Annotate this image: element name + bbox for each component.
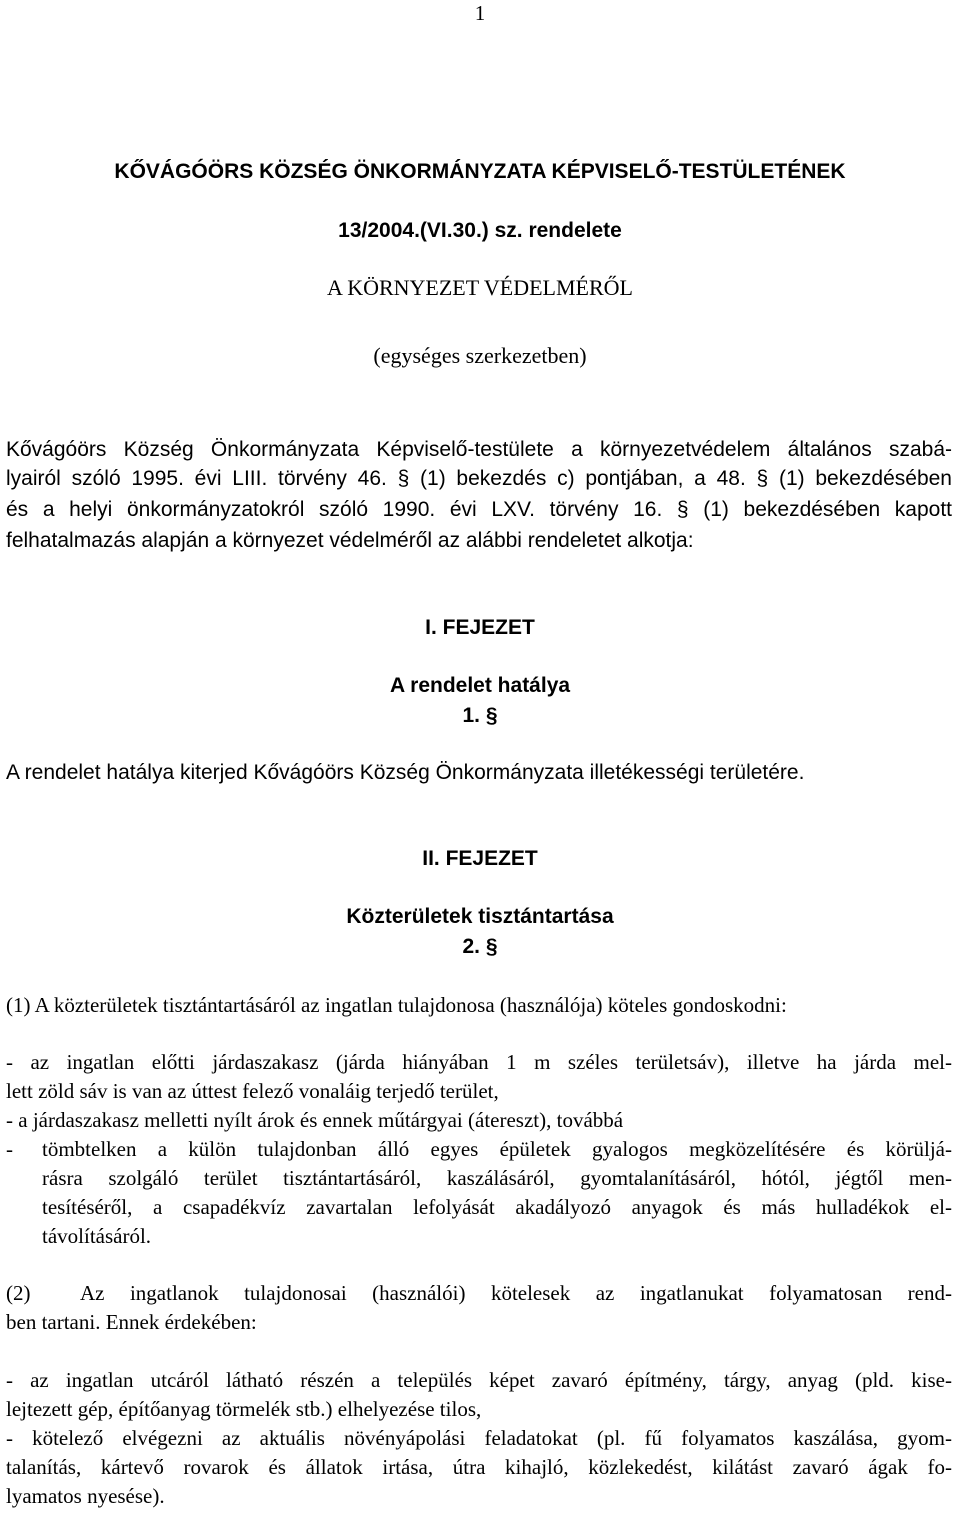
list-item: távolításáról. [42, 1224, 152, 1248]
paragraph-2-number: (2) [6, 1281, 31, 1305]
document-title: KŐVÁGÓÖRS KÖZSÉG ÖNKORMÁNYZATA KÉPVISELŐ-TESTÜLETÉNEK [114, 160, 846, 183]
preamble-line: Kővágóörs Község Önkormányzata Képviselő-testülete a környezetvédelem általános szabá- [6, 438, 952, 461]
list-item: rásra szolgáló terület tisztántartásáról, kaszálásáról, gyomtalanításáról, hótól, jégtől men- [42, 1166, 952, 1190]
page-number: 1 [474, 1, 486, 25]
preamble-line: lyairól szóló 1995. évi LIII. törvény 46. § (1) bekezdés c) pontjában, a 48. § (1) bekezdésében [6, 467, 952, 490]
section-1-number: 1. § [462, 704, 498, 727]
list-item: - kötelező elvégezni az aktuális növényápolási feladatokat (pl. fű folyamatos kaszálása, gyom- [6, 1426, 952, 1450]
paragraph-2-line: ben tartani. Ennek érdekében: [6, 1310, 257, 1334]
chapter-2-heading: II. FEJEZET [422, 847, 538, 870]
list-item: lett zöld sáv is van az úttest felező vonaláig terjedő terület, [6, 1079, 499, 1103]
list-dash: - [6, 1137, 13, 1161]
chapter-1-heading: I. FEJEZET [425, 616, 535, 639]
list-item: - az ingatlan előtti járdaszakasz (járda hiányában 1 m széles területsáv), illetve ha járda mel- [6, 1050, 952, 1074]
list-item: - az ingatlan utcáról látható részén a település képet zavaró építmény, tárgy, anyag (pld. kise- [6, 1368, 952, 1392]
preamble-line: és a helyi önkormányzatokról szóló 1990. évi LXV. törvény 16. § (1) bekezdésében kapott [6, 498, 952, 521]
list-item: tesítéséről, a csapadékvíz zavartalan lefolyását akadályozó anyagok és más hulladékok el- [42, 1195, 952, 1219]
list-item: lyamatos nyesése). [6, 1484, 165, 1508]
list-item: - a járdaszakasz melletti nyílt árok és ennek műtárgyai (átereszt), továbbá [6, 1108, 624, 1132]
preamble-line: felhatalmazás alapján a környezet védelméről az alábbi rendeletet alkotja: [6, 529, 694, 552]
paragraph-2-line: Az ingatlanok tulajdonosai (használói) kötelesek az ingatlanukat folyamatosan rend- [80, 1281, 952, 1305]
list-item: tömbtelken a külön tulajdonban álló egyes épületek gyalogos megközelítésére és körüljá- [42, 1137, 952, 1161]
section-1-text: A rendelet hatálya kiterjed Kővágóörs Község Önkormányzata illetékességi területére. [6, 761, 805, 784]
consolidated-note: (egységes szerkezetben) [373, 343, 587, 368]
section-2-number: 2. § [462, 935, 498, 958]
paragraph-1-intro: (1) A közterületek tisztántartásáról az ingatlan tulajdonosa (használója) köteles gondoskodni: [6, 993, 787, 1017]
decree-subject: A KÖRNYEZET VÉDELMÉRŐL [327, 275, 633, 300]
decree-number: 13/2004.(VI.30.) sz. rendelete [338, 219, 622, 242]
list-item: talanítás, kártevő rovarok és állatok irtása, útra kihajló, közlekedést, kilátást zavaró ágak fo- [6, 1455, 952, 1479]
chapter-1-title: A rendelet hatálya [389, 674, 571, 697]
list-item: lejtezett gép, építőanyag törmelék stb.) elhelyezése tilos, [6, 1397, 482, 1421]
chapter-2-title: Közterületek tisztántartása [346, 905, 614, 928]
